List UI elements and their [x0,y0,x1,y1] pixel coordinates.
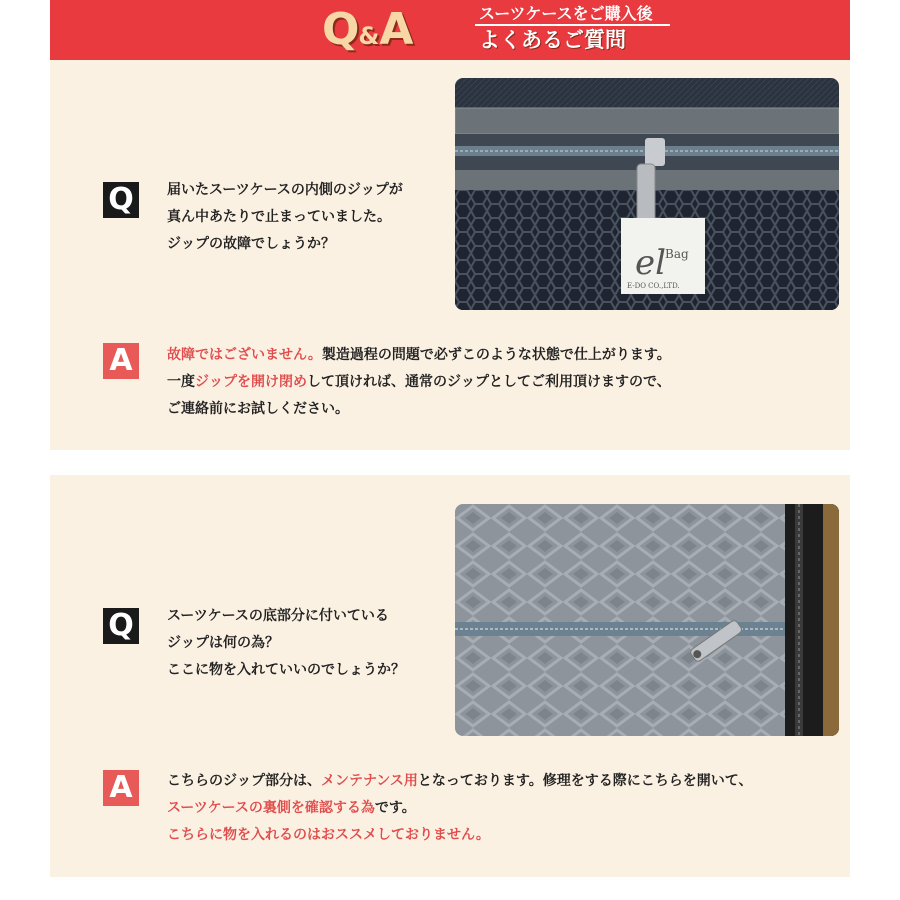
tag-company: E-DO CO.,LTD. [627,282,680,290]
answer-segment: こちらのジップ部分は、 [167,773,321,789]
answer-segment: 一度 [167,374,195,390]
qa-logo [322,4,412,56]
question-line: ジップは何の為？ [167,635,279,651]
question-badge: Q [103,608,139,644]
answer-text [167,342,671,423]
answer-segment: です。 [374,800,416,816]
answer-highlight: 故障ではございません。 [167,347,322,363]
answer-badge: A [103,343,139,379]
bottom-zipper-photo [455,504,839,736]
logo-amp: & [358,22,380,50]
answer-line [167,768,753,795]
answer-highlight: スーツケースの裏側を確認する為 [167,800,375,816]
subtitle-top: スーツケースをご購入後 [475,4,670,26]
qa-card-2 [50,475,850,877]
answer-highlight: ジップを開け閉め [195,374,307,390]
question-text [167,603,405,684]
zipper-tag-photo [455,78,839,310]
answer-line [167,822,753,849]
answer-badge: A [103,770,139,806]
answer-line [167,342,671,369]
answer-text [167,768,753,849]
answer-highlight: こちらに物を入れるのはおススメしておりません。 [167,827,490,843]
qa-card-1 [50,60,850,450]
answer-segment: となっております。修理をする際にこちらを開いて、 [417,773,753,789]
logo-q: Q [322,4,359,55]
question-text [167,177,403,258]
answer-line: ご連絡前にお試しください。 [167,401,349,417]
question-line: ここに物を入れていいのでしょうか？ [167,662,405,678]
question-line: 真ん中あたりで止まっていました。 [167,209,391,225]
question-badge: Q [103,182,139,218]
question-line: スーツケースの底部分に付いている [167,608,389,624]
answer-line [167,369,671,396]
answer-line [167,795,753,822]
answer-segment: して頂ければ、通常のジップとしてご利用頂けますので、 [307,374,671,390]
header-subtitle [475,4,670,56]
question-line: ジップの故障でしょうか？ [167,236,335,252]
answer-highlight: メンテナンス用 [321,773,418,789]
question-line: 届いたスーツケースの内側のジップが [167,182,403,198]
subtitle-bottom: よくあるご質問 [479,28,626,52]
logo-a: A [379,4,413,55]
tag-brand: Bag [665,247,689,261]
tag-logo: el [635,243,666,283]
header-banner [50,0,850,60]
answer-segment: 製造過程の問題で必ずこのような状態で仕上がります。 [321,347,671,363]
